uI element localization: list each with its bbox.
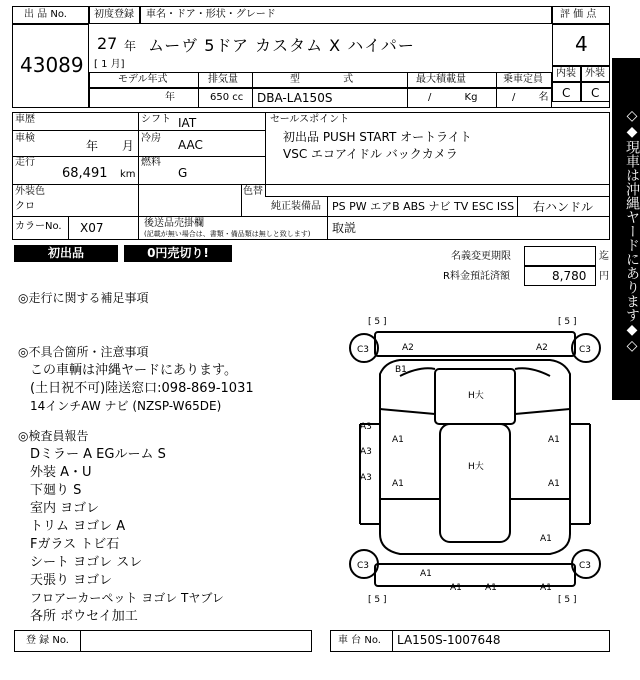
tire-depth-front-left: [ 5 ] xyxy=(368,317,387,327)
lot-label: 出 品 No. xyxy=(24,9,67,20)
mark-h-hood: H大 xyxy=(468,391,484,401)
mark-a1-rear-3: A1 xyxy=(485,583,497,593)
name-change-box xyxy=(524,246,596,266)
inspector-line-3: 下廻り S xyxy=(30,483,82,498)
front-left-fender-line xyxy=(380,409,435,414)
lot-number: 43089 xyxy=(20,53,84,77)
body-outline xyxy=(380,360,570,554)
score-value: 4 xyxy=(575,32,588,56)
interior-grade: C xyxy=(562,86,571,100)
mark-c3-rl: C3 xyxy=(357,561,370,571)
color-change-label: 色替 xyxy=(243,186,263,197)
inspector-line-6: Fガラス トビ石 xyxy=(30,537,120,552)
mark-a2-front-left: A2 xyxy=(402,343,414,353)
first-reg-month: [ 1 月] xyxy=(94,59,125,70)
inspector-line-7: シート ヨゴレ スレ xyxy=(30,555,143,570)
name-change-label: 名義変更期限 xyxy=(451,251,511,262)
defect-line-2: (土日祝不可)陸送窓口:098-869-1031 xyxy=(30,381,254,396)
mark-a3-left-3: A3 xyxy=(360,473,372,483)
max-load-label: 最大積載量 xyxy=(416,74,466,85)
car-name: ムーヴ 5ドア カスタム X ハイパー xyxy=(148,36,415,55)
fuel-value: G xyxy=(178,166,188,180)
inspector-line-8: 天張り ヨゴレ xyxy=(30,573,113,588)
fuel-label: 燃料 xyxy=(141,157,161,168)
inspector-line-2: 外装 A・U xyxy=(30,465,92,480)
score-label: 評 価 点 xyxy=(560,9,597,20)
displacement-value: 650 cc xyxy=(210,92,244,103)
first-reg-year: 27 xyxy=(97,34,118,53)
recycle-label: R料金預託済額 xyxy=(443,271,510,282)
mark-c3-fl: C3 xyxy=(357,345,370,355)
ac-value: AAC xyxy=(178,138,203,152)
mark-a1-rear-1: A1 xyxy=(420,569,432,579)
zero-yen-badge: 0円売切り! xyxy=(124,245,232,262)
defects-title: ◎不具合箇所・注意事項 xyxy=(18,345,149,359)
handle-value: 右ハンドル xyxy=(533,200,594,214)
defect-line-3: 14インチAW ナビ (NZSP-W65DE) xyxy=(30,399,222,413)
registration-label: 登 録 No. xyxy=(26,635,69,646)
mark-a3-left-1: A3 xyxy=(360,422,372,432)
car-desc-label: 車名・ドア・形状・グレード xyxy=(146,9,276,20)
first-reg-label: 初度登録 xyxy=(94,9,134,20)
sales-point-line1: 初出品 PUSH START オートライト xyxy=(283,130,472,144)
mark-b1: B1 xyxy=(395,365,407,375)
mark-a1-left-rear: A1 xyxy=(392,479,404,489)
history-label: 車歴 xyxy=(15,114,35,125)
ac-label: 冷房 xyxy=(141,133,161,144)
first-reg-year-unit: 年 xyxy=(124,39,137,53)
inspector-line-5: トリム ヨゴレ A xyxy=(30,519,126,534)
inspection-label: 車検 xyxy=(15,133,35,144)
equipment-value: PS PW エアB ABS ナビ TV ESC ISS xyxy=(332,200,515,213)
inspector-line-1: Dミラー A EGルーム S xyxy=(30,447,166,462)
post-item-label: 後送品売掛欄 xyxy=(144,218,204,229)
tire-depth-rear-left: [ 5 ] xyxy=(368,595,387,604)
equipment-label: 純正装備品 xyxy=(271,201,321,212)
model-year-unit: 年 xyxy=(165,92,175,103)
tire-depth-rear-right: [ 5 ] xyxy=(558,595,577,604)
mark-a1-rear-4: A1 xyxy=(540,583,552,593)
shift-label: シフト xyxy=(141,114,171,125)
color-value: クロ xyxy=(15,201,35,212)
inspector-line-10: 各所 ボウセイ加工 xyxy=(30,609,138,624)
driving-notes-title: ◎走行に関する補足事項 xyxy=(18,291,149,305)
color-no-label: カラーNo. xyxy=(15,221,62,232)
first-listing-badge: 初出品 xyxy=(14,245,118,262)
chassis-value: LA150S-1007648 xyxy=(397,633,501,647)
color-no-value: X07 xyxy=(80,221,104,235)
inspector-title: ◎検査員報告 xyxy=(18,429,89,443)
displacement-label: 排気量 xyxy=(208,74,238,85)
mark-a1-right-door: A1 xyxy=(548,435,560,445)
capacity-value: / 名 xyxy=(512,92,549,103)
shift-value: IAT xyxy=(178,116,197,130)
inspection-value: 年 月 xyxy=(86,139,134,153)
name-change-unit: 迄 xyxy=(599,251,609,262)
type-label: 型 式 xyxy=(290,74,354,85)
chassis-label: 車 台 No. xyxy=(338,635,381,646)
capacity-label: 乗車定員 xyxy=(503,74,543,85)
mark-h-roof: H大 xyxy=(468,462,484,472)
color-label: 外装色 xyxy=(15,186,45,197)
recycle-unit: 円 xyxy=(599,271,609,282)
mark-a1-left-door: A1 xyxy=(392,435,404,445)
post-item-note: (記載が無い場合は、書類・備品類は無しと致します) xyxy=(144,230,311,238)
recycle-value: 8,780 xyxy=(552,269,587,283)
sales-point-label: セールスポイント xyxy=(270,114,350,125)
defect-line-1: この車輌は沖縄ヤードにあります。 xyxy=(30,363,237,378)
mark-a1-right-quarter: A1 xyxy=(540,534,552,544)
okinawa-yard-banner: ◇◆現車は沖縄ヤードにあります◆◇ xyxy=(612,58,640,400)
mileage-value: 68,491 xyxy=(62,166,108,181)
sales-point-line2: VSC エコアイドル バックカメラ xyxy=(283,147,458,161)
exterior-grade: C xyxy=(591,86,600,100)
tire-depth-front-right: [ 5 ] xyxy=(558,317,577,327)
mark-a1-rear-2: A1 xyxy=(450,583,462,593)
front-right-fender-line xyxy=(515,409,570,414)
interior-label: 内装 xyxy=(556,68,576,79)
inspector-line-4: 室内 ヨゴレ xyxy=(30,501,100,516)
type-value: DBA-LA150S xyxy=(257,91,333,105)
mileage-label: 走行 xyxy=(15,157,35,168)
mark-a3-left-2: A3 xyxy=(360,447,372,457)
mileage-unit: km xyxy=(120,169,136,180)
damage-diagram xyxy=(340,314,610,604)
mark-c3-rr: C3 xyxy=(579,561,592,571)
mark-c3-fr: C3 xyxy=(579,345,592,355)
mark-a1-right-rear: A1 xyxy=(548,479,560,489)
inspector-line-9: フロアーカーペット ヨゴレ Tヤブレ xyxy=(30,591,224,605)
mark-a2-front-right: A2 xyxy=(536,343,548,353)
exterior-label: 外装 xyxy=(585,68,605,79)
max-load-value: / Kg xyxy=(428,92,478,103)
post-item-value: 取説 xyxy=(332,221,357,235)
model-year-label: モデル年式 xyxy=(118,74,168,85)
roof-outline xyxy=(440,424,510,542)
